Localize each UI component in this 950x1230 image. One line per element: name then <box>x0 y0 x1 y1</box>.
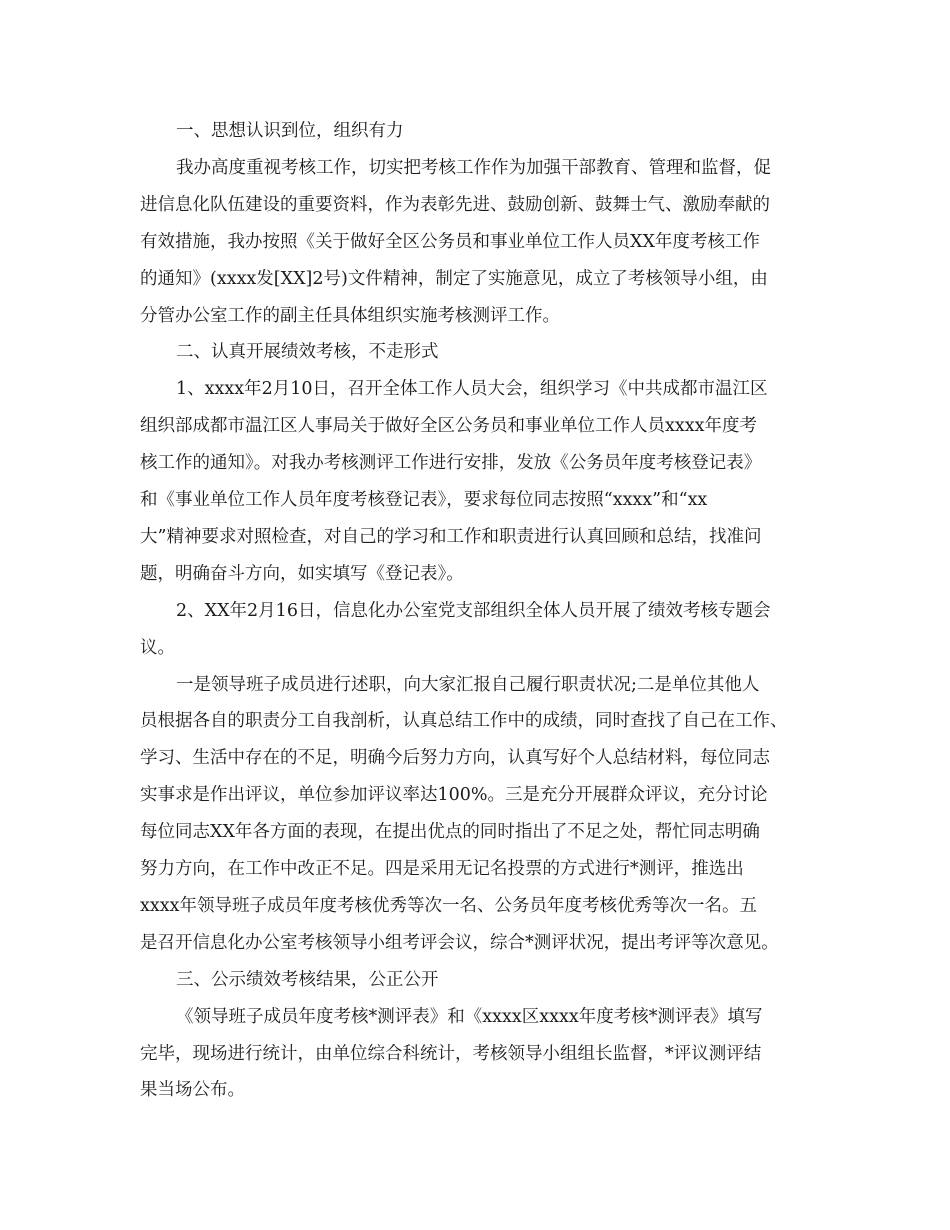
text-line: 题，明确奋斗方向，如实填写《登记表》。 <box>140 563 464 584</box>
text-line: 《领导班子成员年度考核*测评表》和《xxxx区xxxx年度考核*测评表》填写 <box>176 1006 763 1027</box>
text-line: 努力方向，在工作中改正不足。四是采用无记名投票的方式进行*测评，推选出 <box>140 859 744 879</box>
text-line: 我办高度重视考核工作，切实把考核工作作为加强干部教育、管理和监督，促 <box>176 157 771 178</box>
text-line: 二、认真开展绩效考核，不走形式 <box>176 342 439 363</box>
text-line: 学习、生活中存在的不足，明确今后努力方向，认真写好个人总结材料，每位同志 <box>140 748 770 769</box>
text-line: 是召开信息化办公室考核领导小组考评会议，综合*测评状况，提出考评等次意见。 <box>140 932 779 953</box>
text-line: 果当场公布。 <box>140 1080 245 1101</box>
text-line: 进信息化队伍建设的重要资料，作为表彰先进、鼓励创新、鼓舞士气、激励奉献的 <box>140 194 770 215</box>
text-line: 的通知》(xxxx发[XX]2号)文件精神，制定了实施意见，成立了考核领导小组，由 <box>140 268 768 289</box>
text-line: 员根据各自的职责分工自我剖析，认真总结工作中的成绩，同时查找了自己在工作、 <box>140 711 788 732</box>
text-line: 议。 <box>140 637 175 658</box>
text-line: xxxx年领导班子成员年度考核优秀等次一名、公务员年度考核优秀等次一名。五 <box>140 895 757 916</box>
text-line: 有效措施，我办按照《关于做好全区公务员和事业单位工作人员XX年度考核工作 <box>140 231 760 252</box>
text-line: 每位同志XX年各方面的表现，在提出优点的同时指出了不足之处，帮忙同志明确 <box>140 822 760 843</box>
text-line: 完毕，现场进行统计，由单位综合科统计，考核领导小组组长监督，*评议测评结 <box>140 1043 762 1064</box>
text-line: 分管办公室工作的副主任具体组织实施考核测评工作。 <box>140 305 560 326</box>
text-line: 2、XX年2月16日，信息化办公室党支部组织全体人员开展了绩效考核专题会 <box>176 600 771 621</box>
text-line: 一是领导班子成员进行述职，向大家汇报自己履行职责状况;二是单位其他人 <box>176 674 760 695</box>
text-line: 和《事业单位工作人员年度考核登记表》，要求每位同志按照“xxxx”和“xx <box>140 490 708 510</box>
text-line: 实事求是作出评议，单位参加评议率达100%。三是充分开展群众评议，充分讨论 <box>140 785 768 806</box>
text-line: 三、公示绩效考核结果，公正公开 <box>176 969 439 990</box>
text-line: 1、xxxx年2月10日，召开全体工作人员大会，组织学习《中共成都市温江区 <box>176 379 768 400</box>
text-line: 核工作的通知》。对我办考核测评工作进行安排，发放《公务员年度考核登记表》 <box>140 453 762 474</box>
text-line: 组织部成都市温江区人事局关于做好全区公务员和事业单位工作人员xxxx年度考 <box>140 416 757 437</box>
text-line: 大”精神要求对照检查，对自己的学习和工作和职责进行认真回顾和总结，找准问 <box>140 526 762 547</box>
text-line: 一、思想认识到位，组织有力 <box>176 121 404 141</box>
